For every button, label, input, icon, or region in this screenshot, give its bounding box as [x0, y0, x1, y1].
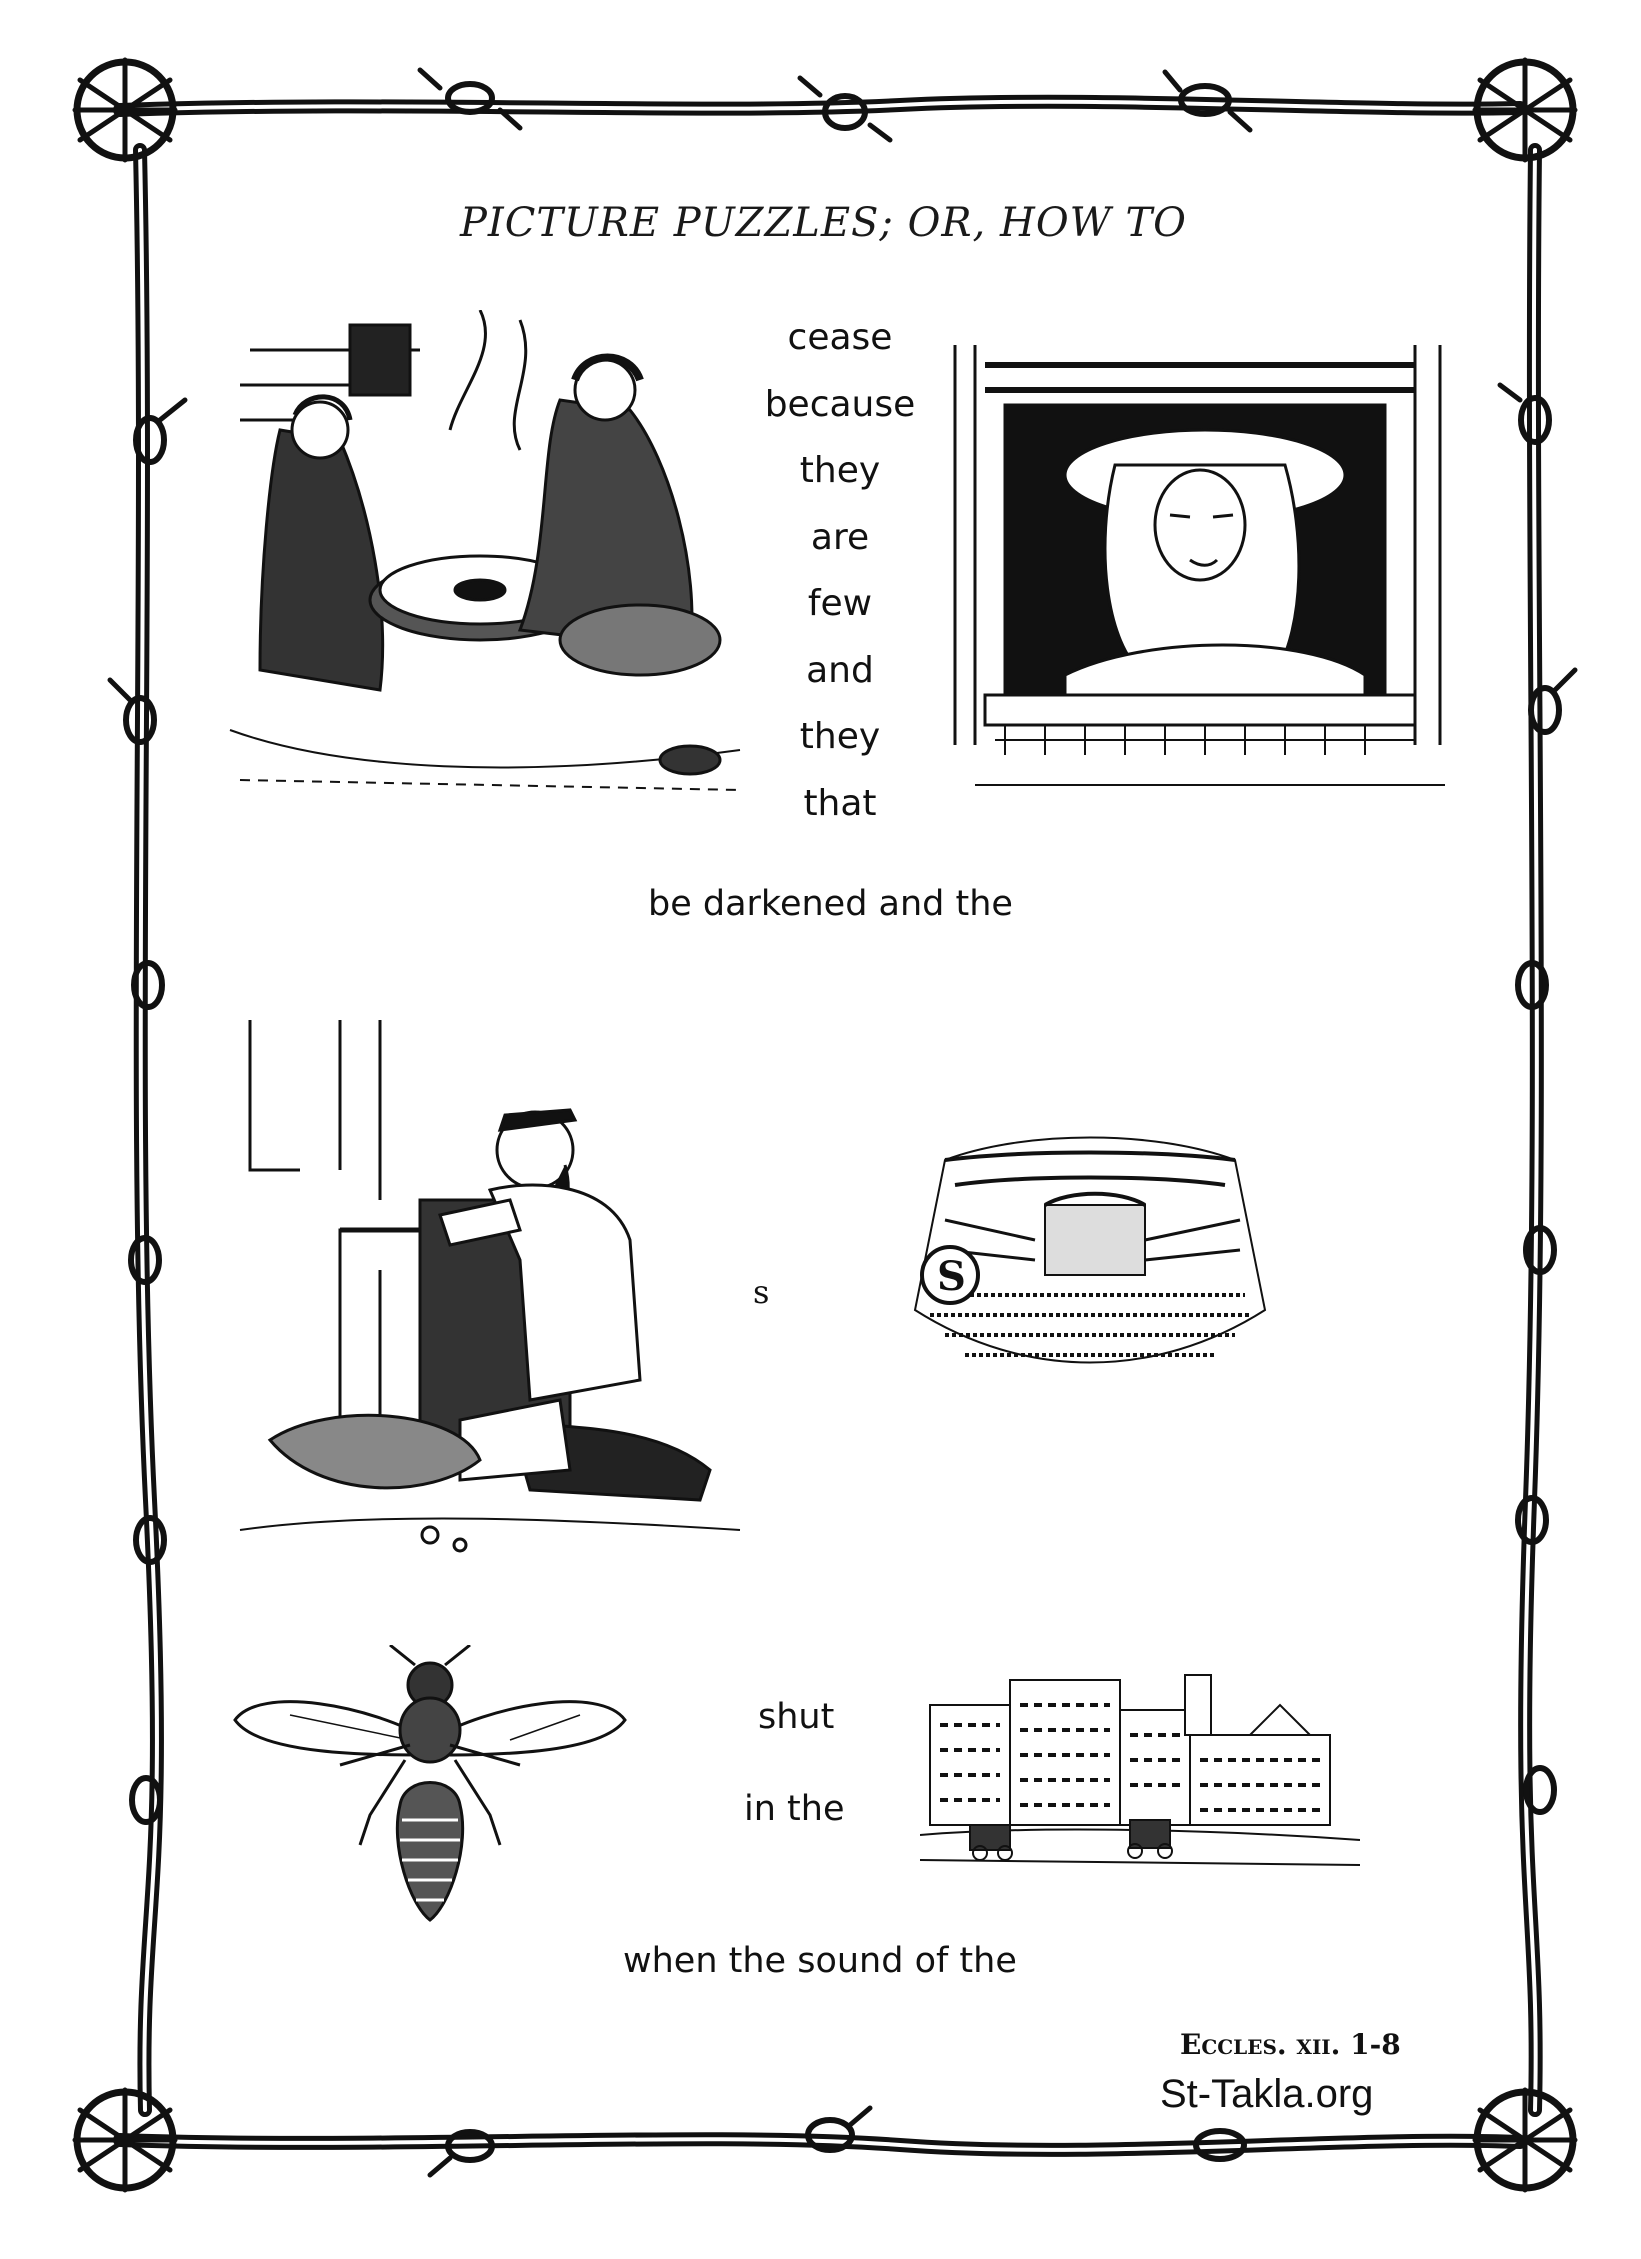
bee-engraving: [230, 1645, 630, 1925]
line-be-darkened: be darkened and the: [648, 884, 1013, 924]
word-they: they: [799, 450, 881, 491]
street-engraving: [920, 1665, 1360, 1875]
words-in-the: in the: [744, 1789, 845, 1829]
letter-s: s: [753, 1273, 770, 1311]
grinders-engraving: [220, 310, 760, 820]
line-when-the-sound: when the sound of the: [623, 1941, 1017, 1981]
word-and: and: [806, 649, 874, 691]
theatre-engraving: [905, 1130, 1275, 1390]
door-keeper-engraving: [230, 1000, 750, 1560]
word-few: few: [807, 583, 873, 624]
word-they-2: they: [799, 716, 881, 757]
page-title: PICTURE PUZZLES; OR, HOW TO: [460, 200, 1187, 246]
scripture-reference: [1180, 2028, 1401, 2061]
word-because: because: [764, 383, 916, 425]
reference-text: Eccles. xii. 1-8: [1180, 2028, 1401, 2061]
word-that: that: [803, 782, 877, 824]
svg-text:S: S: [937, 1253, 966, 1300]
word-are: are: [810, 516, 870, 558]
window-engraving: [945, 345, 1455, 790]
word-column: [760, 305, 920, 837]
watermark-text: St-Takla.org: [1160, 2072, 1374, 2116]
word-cease: cease: [787, 317, 893, 358]
word-shut: shut: [758, 1697, 835, 1737]
